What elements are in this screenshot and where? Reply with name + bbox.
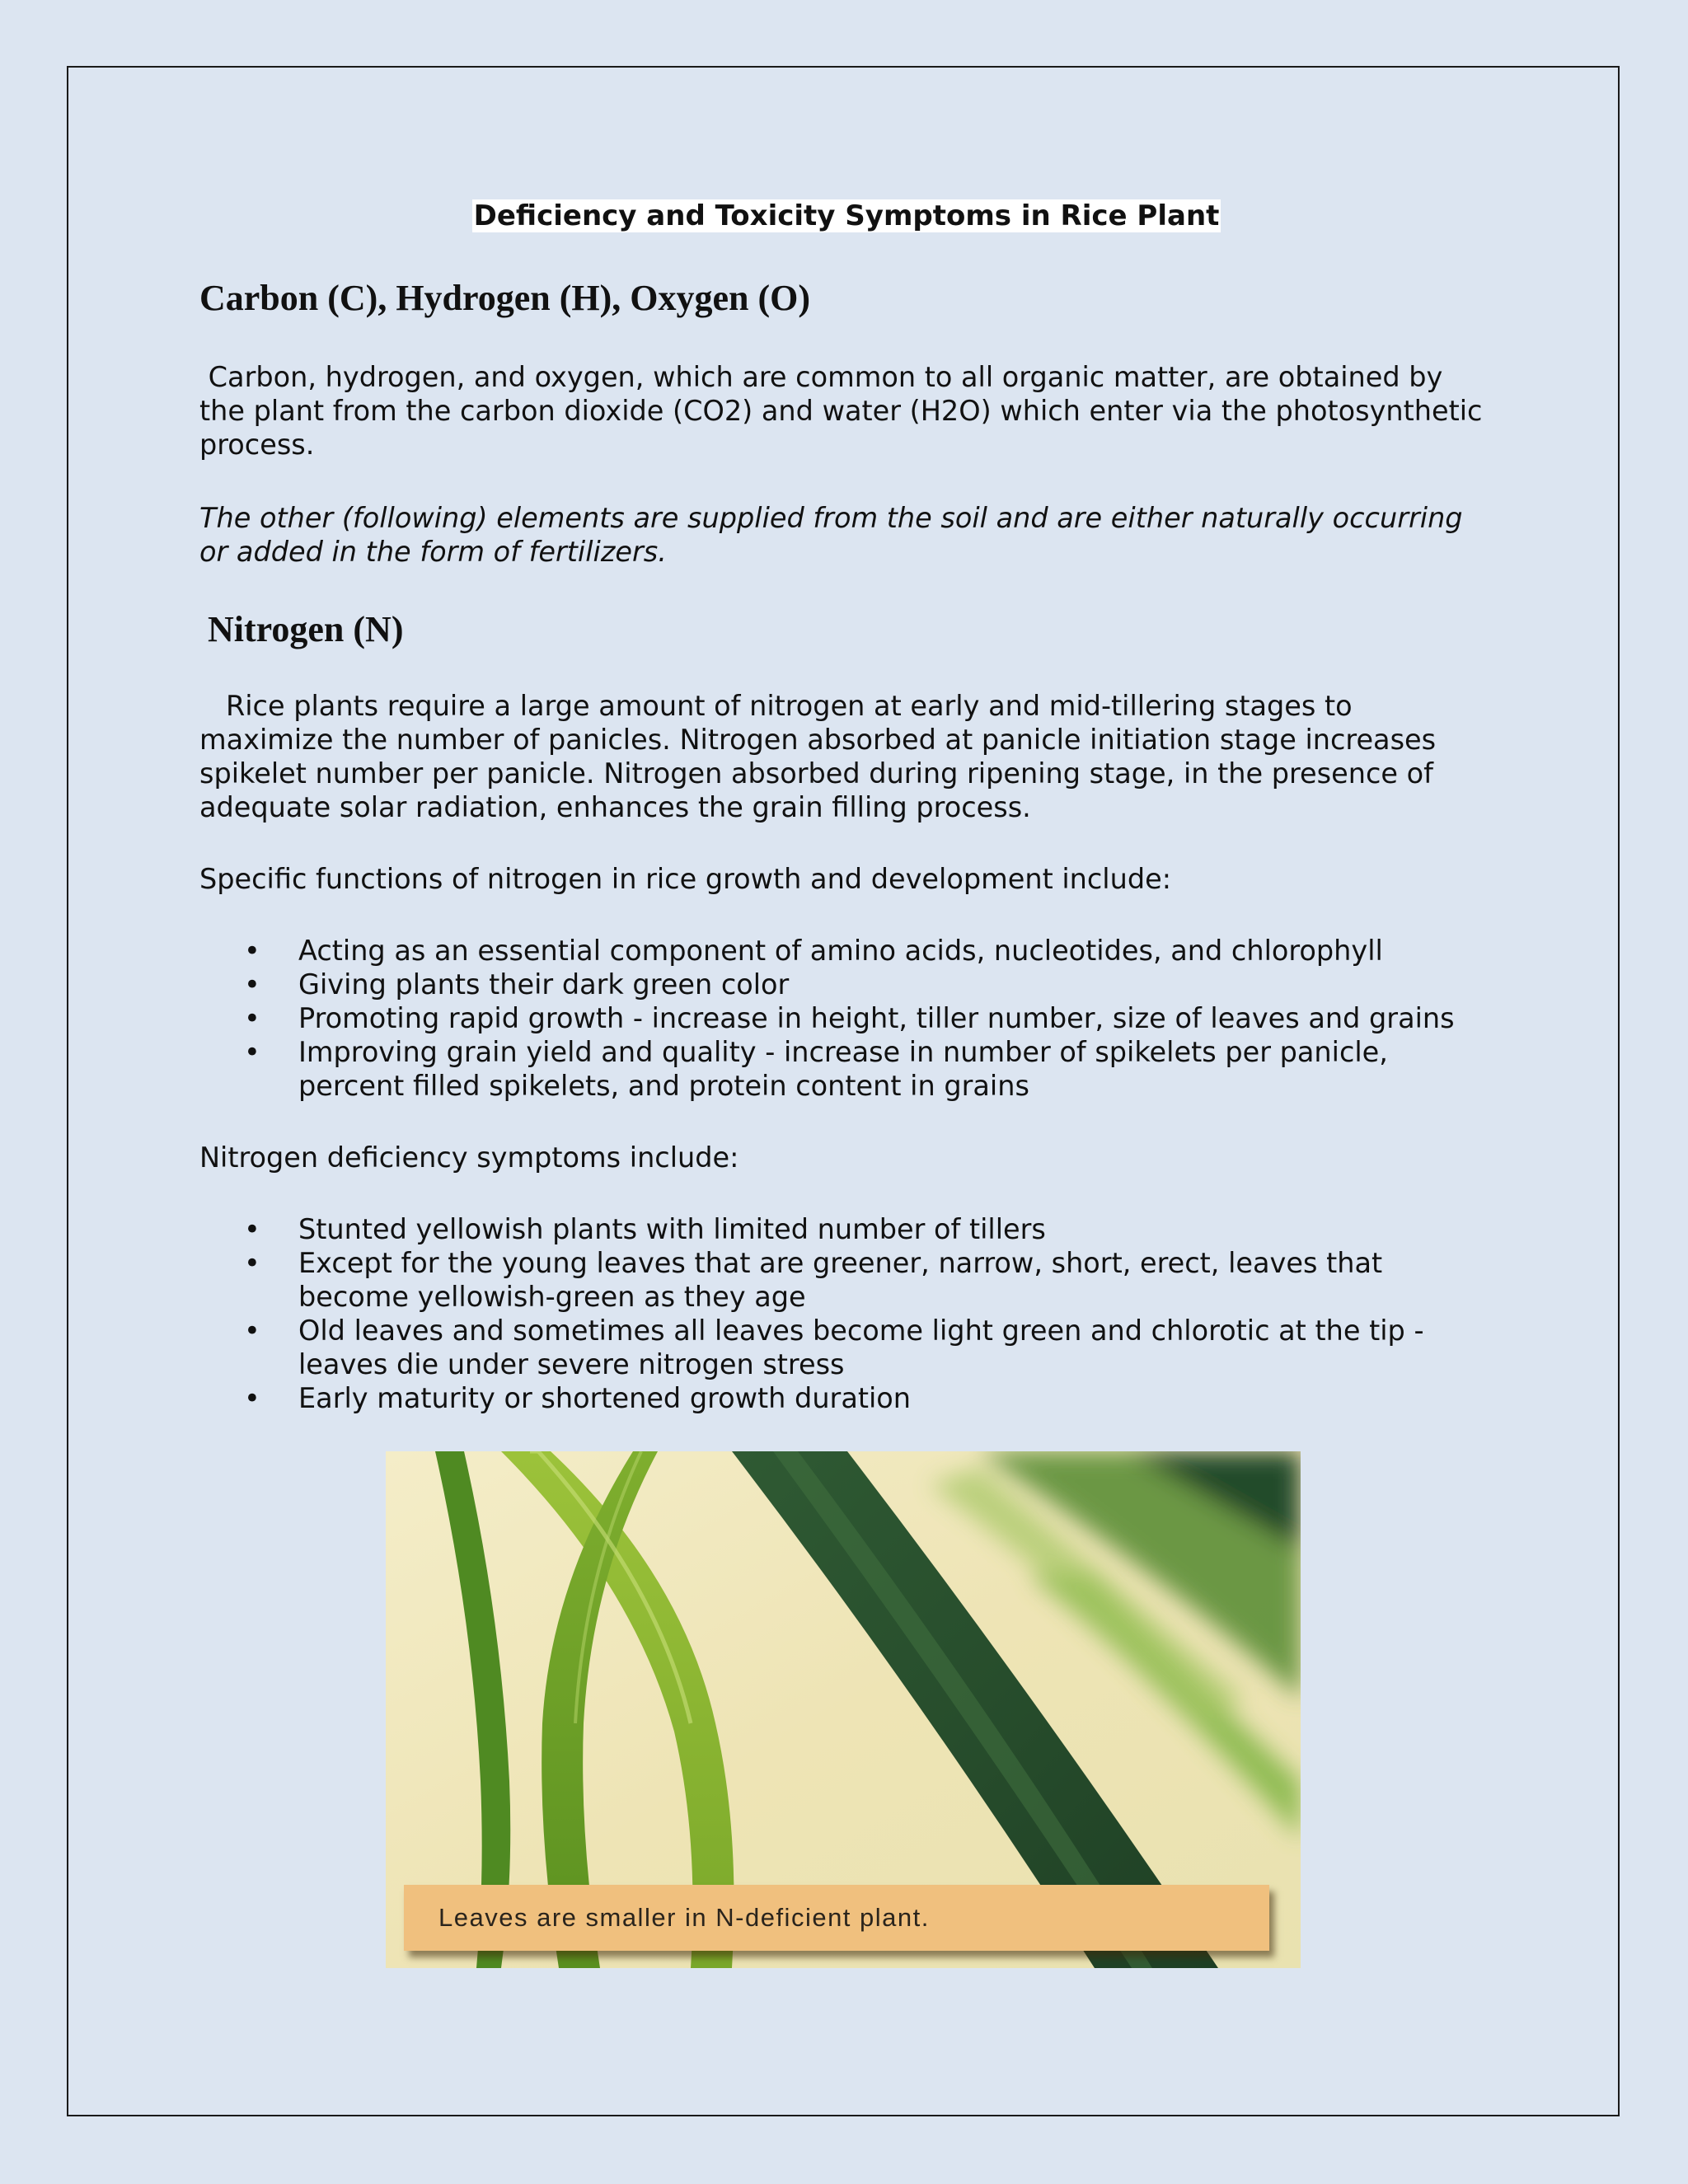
list-item: • Giving plants their dark green color: [199, 968, 1493, 1001]
list-item: • Stunted yellowish plants with limited number of tillers: [199, 1212, 1493, 1246]
figure-caption: [404, 1885, 1269, 1951]
cho-italic-note: The other (following) elements are supplied from the soil and are either naturally occurring or added in the form of fertilizers.: [199, 502, 1472, 568]
list-item: • Promoting rapid growth - increase in height, tiller number, size of leaves and grains: [199, 1001, 1493, 1035]
list-item: • Except for the young leaves that are greener, narrow, short, erect, leaves that become yellowish-green as they age: [199, 1246, 1493, 1314]
heading-cho: Carbon (C), Hydrogen (H), Oxygen (O): [199, 278, 811, 318]
rice-leaves-photo: [386, 1451, 1301, 1968]
functions-list: [199, 934, 1493, 1103]
list-item: • Acting as an essential component of amino acids, nucleotides, and chlorophyll: [199, 934, 1493, 968]
functions-intro: Specific functions of nitrogen in rice growth and development include:: [199, 863, 1172, 895]
symptoms-list: [199, 1212, 1493, 1415]
heading-nitrogen: Nitrogen (N): [208, 609, 404, 649]
nitrogen-paragraph: Rice plants require a large amount of nitrogen at early and mid-tillering stages to maximize the number of panicles. Nitrogen absorbed at panicle initiation stage increases spikelet number per panicle. Nitrogen absorbed during ripening stage, in the presence of adequate solar radiation, enhances the grain filling process.: [199, 690, 1445, 823]
list-item: • Old leaves and sometimes all leaves become light green and chlorotic at the tip - leaves die under severe nitrogen stress: [199, 1314, 1493, 1381]
document-title: [199, 196, 1493, 236]
cho-paragraph: Carbon, hydrogen, and oxygen, which are common to all organic matter, are obtained by the plant from the carbon dioxide (CO2) and water (H2O) which enter via the photosynthetic process.: [199, 361, 1492, 461]
list-item: • Early maturity or shortened growth duration: [199, 1381, 1493, 1415]
figure-caption-text: Leaves are smaller in N-deficient plant.: [438, 1903, 930, 1932]
list-item: • Improving grain yield and quality - increase in number of spikelets per panicle, percent filled spikelets, and protein content in grains: [199, 1035, 1493, 1103]
document-title-text: Deficiency and Toxicity Symptoms in Rice Plant: [473, 199, 1220, 232]
symptoms-intro: Nitrogen deficiency symptoms include:: [199, 1141, 739, 1174]
